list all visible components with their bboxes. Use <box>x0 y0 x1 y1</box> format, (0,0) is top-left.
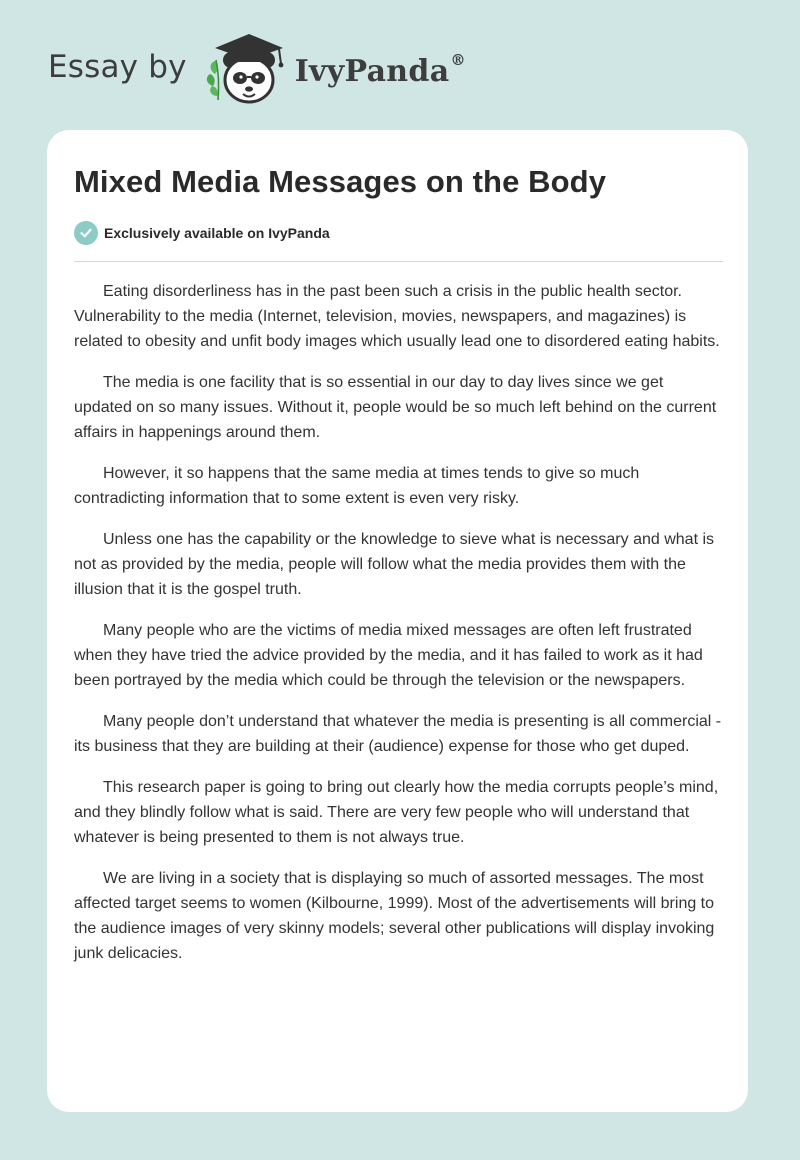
essay-body <box>74 279 725 982</box>
paragraph: This research paper is going to bring out clearly how the media corrupts people’s mind, and they blindly follow what is said. There are very few people who will understand that whatever is being presented to them is not always true. <box>74 779 719 846</box>
essay-card <box>47 130 748 1112</box>
panda-graduate-logo-icon <box>205 30 291 110</box>
ivy-leaf-icon <box>207 60 219 100</box>
paragraph: Unless one has the capability or the knowledge to sieve what is necessary and what is not as provided by the media, people will follow what the media provides them with the illusion that it is the gospel truth. <box>74 531 715 598</box>
paragraph: Eating disorderliness has in the past been such a crisis in the public health sector. Vulnerability to the media (Internet, television, movies, newspapers, and magazines) is related to obesity and unfit body images which usually lead one to disordered eating habits. <box>74 283 720 350</box>
divider <box>74 261 723 262</box>
paragraph: The media is one facility that is so essential in our day to day lives since we get updated on so many issues. Without it, people would be so much left behind on the current affairs in happenings around them. <box>74 374 717 441</box>
brand-name-text: IvyPanda <box>294 53 450 89</box>
paragraph: Many people who are the victims of media mixed messages are often left frustrated when they have tried the advice provided by the media, and it has failed to work as it had been portrayed by the media which could be through the television or the newspapers. <box>74 622 703 689</box>
paragraph: Many people don’t understand that whatever the media is presenting is all commercial - its business that they are building at their (audience) expense for those who get duped. <box>74 713 722 755</box>
page-title: Mixed Media Messages on the Body <box>74 164 607 199</box>
exclusive-label: Exclusively available on IvyPanda <box>104 225 330 241</box>
brand-name <box>294 50 466 89</box>
site-logo[interactable] <box>48 30 466 110</box>
paragraph: However, it so happens that the same media at times tends to give so much contradicting information that to some extent is even very risky. <box>74 465 640 507</box>
paragraph: We are living in a society that is displaying so much of assorted messages. The most affected target seems to women (Kilbourne, 1999). Most of the advertisements will bring to the audience images of very skinny models; several other publications will display invoking junk delicacies. <box>74 870 715 962</box>
registered-mark: ® <box>450 50 466 69</box>
essay-by-label: Essay by <box>48 49 187 85</box>
exclusive-badge <box>74 221 330 245</box>
check-icon <box>74 221 98 245</box>
